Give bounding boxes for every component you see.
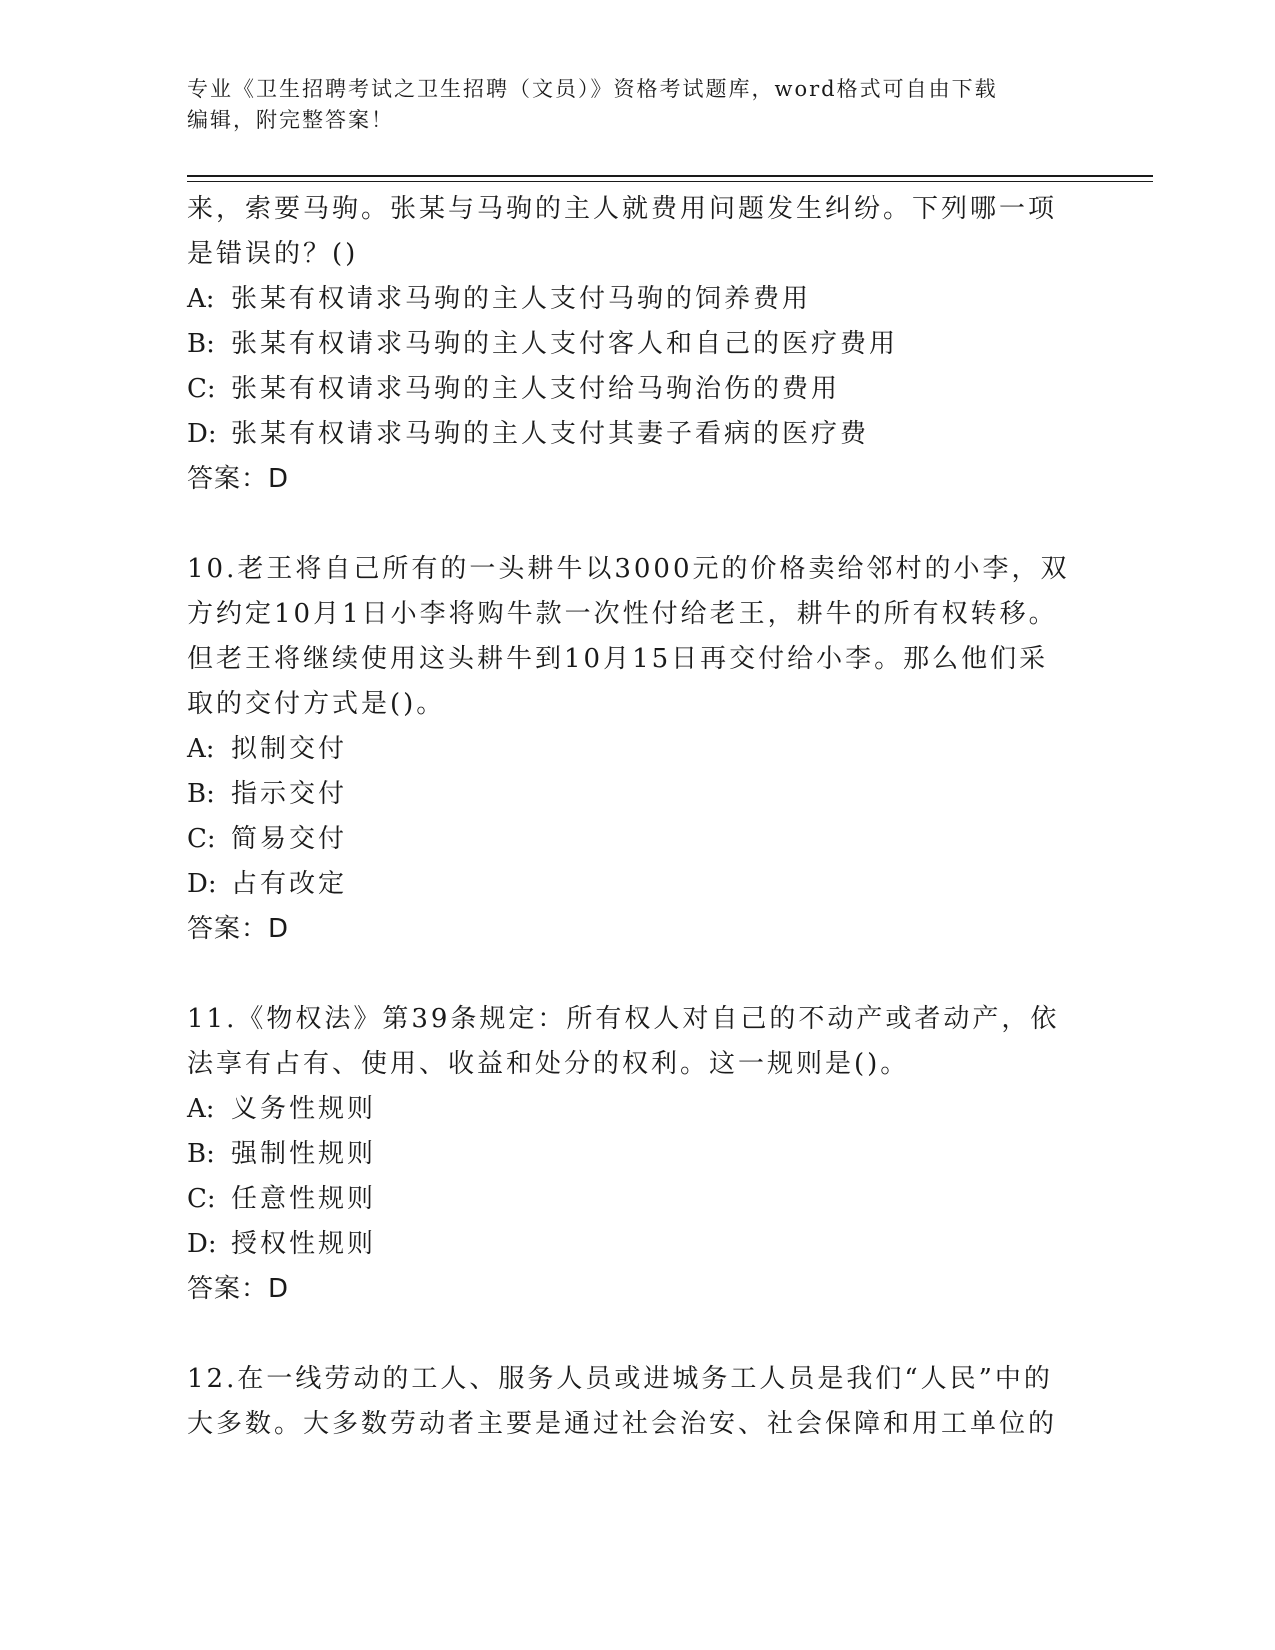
answer-line: 答案：D [187, 914, 290, 944]
question-block-9 [187, 187, 1087, 502]
document-header [187, 74, 1067, 136]
header-rule-thin [187, 181, 1153, 182]
question-stem-line: 来，索要马驹。张某与马驹的主人就费用问题发生纠纷。下列哪一项 [187, 194, 1058, 224]
question-stem-line: 方约定10月1日小李将购牛款一次性付给老王，耕牛的所有权转移。 [187, 599, 1058, 629]
option-b [187, 772, 1087, 817]
option-letter: D: [187, 1229, 217, 1259]
option-letter: C: [187, 1184, 216, 1214]
option-letter: A: [187, 284, 215, 314]
option-text: 授权性规则 [231, 1229, 377, 1259]
option-c [187, 1177, 1087, 1222]
option-d [187, 1222, 1087, 1267]
question-stem-line: 取的交付方式是()。 [187, 689, 446, 719]
answer-line: 答案：D [187, 1274, 290, 1304]
option-c [187, 367, 1087, 412]
option-b [187, 322, 1087, 367]
question-stem-line: 但老王将继续使用这头耕牛到10月15日再交付给小李。那么他们采 [187, 644, 1049, 674]
option-c [187, 817, 1087, 862]
option-a [187, 727, 1087, 772]
option-letter: B: [187, 1139, 215, 1169]
header-line-2: 编辑，附完整答案！ [187, 108, 394, 132]
option-text: 拟制交付 [231, 734, 348, 764]
spacer [187, 502, 1087, 547]
option-text: 指示交付 [231, 779, 348, 809]
option-text: 张某有权请求马驹的主人支付客人和自己的医疗费用 [231, 329, 899, 359]
option-text: 张某有权请求马驹的主人支付马驹的饲养费用 [231, 284, 812, 314]
option-text: 张某有权请求马驹的主人支付给马驹治伤的费用 [231, 374, 841, 404]
option-text: 张某有权请求马驹的主人支付其妻子看病的医疗费 [231, 419, 870, 449]
option-letter: C: [187, 824, 216, 854]
spacer [187, 1312, 1087, 1357]
option-a [187, 1087, 1087, 1132]
question-stem-line: 10.老王将自己所有的一头耕牛以3000元的价格卖给邻村的小李，双 [187, 554, 1070, 584]
spacer [187, 952, 1087, 997]
question-stem-line: 法享有占有、使用、收益和处分的权利。这一规则是()。 [187, 1049, 910, 1079]
option-letter: A: [187, 734, 215, 764]
option-d [187, 412, 1087, 457]
question-content [187, 187, 1087, 1447]
option-letter: D: [187, 869, 217, 899]
answer-line: 答案：D [187, 464, 290, 494]
option-text: 义务性规则 [231, 1094, 377, 1124]
option-text: 简易交付 [231, 824, 348, 854]
option-text: 强制性规则 [231, 1139, 377, 1169]
question-block-11 [187, 997, 1087, 1312]
question-block-12 [187, 1357, 1087, 1447]
option-letter: B: [187, 329, 215, 359]
option-text: 占有改定 [231, 869, 348, 899]
question-block-10 [187, 547, 1087, 952]
header-rule-thick [187, 175, 1153, 177]
option-text: 任意性规则 [231, 1184, 377, 1214]
option-letter: B: [187, 779, 215, 809]
option-b [187, 1132, 1087, 1177]
option-a [187, 277, 1087, 322]
option-letter: C: [187, 374, 216, 404]
option-d [187, 862, 1087, 907]
question-stem-line: 11.《物权法》第39条规定：所有权人对自己的不动产或者动产，依 [187, 1004, 1060, 1034]
option-letter: D: [187, 419, 217, 449]
option-letter: A: [187, 1094, 215, 1124]
header-line-1: 专业《卫生招聘考试之卫生招聘（文员）》资格考试题库，word格式可自由下载 [187, 77, 998, 101]
question-stem-line: 是错误的？() [187, 239, 359, 269]
question-stem-line: 12.在一线劳动的工人、服务人员或进城务工人员是我们“人民”中的 [187, 1364, 1053, 1394]
question-stem-line: 大多数。大多数劳动者主要是通过社会治安、社会保障和用工单位的 [187, 1409, 1058, 1439]
